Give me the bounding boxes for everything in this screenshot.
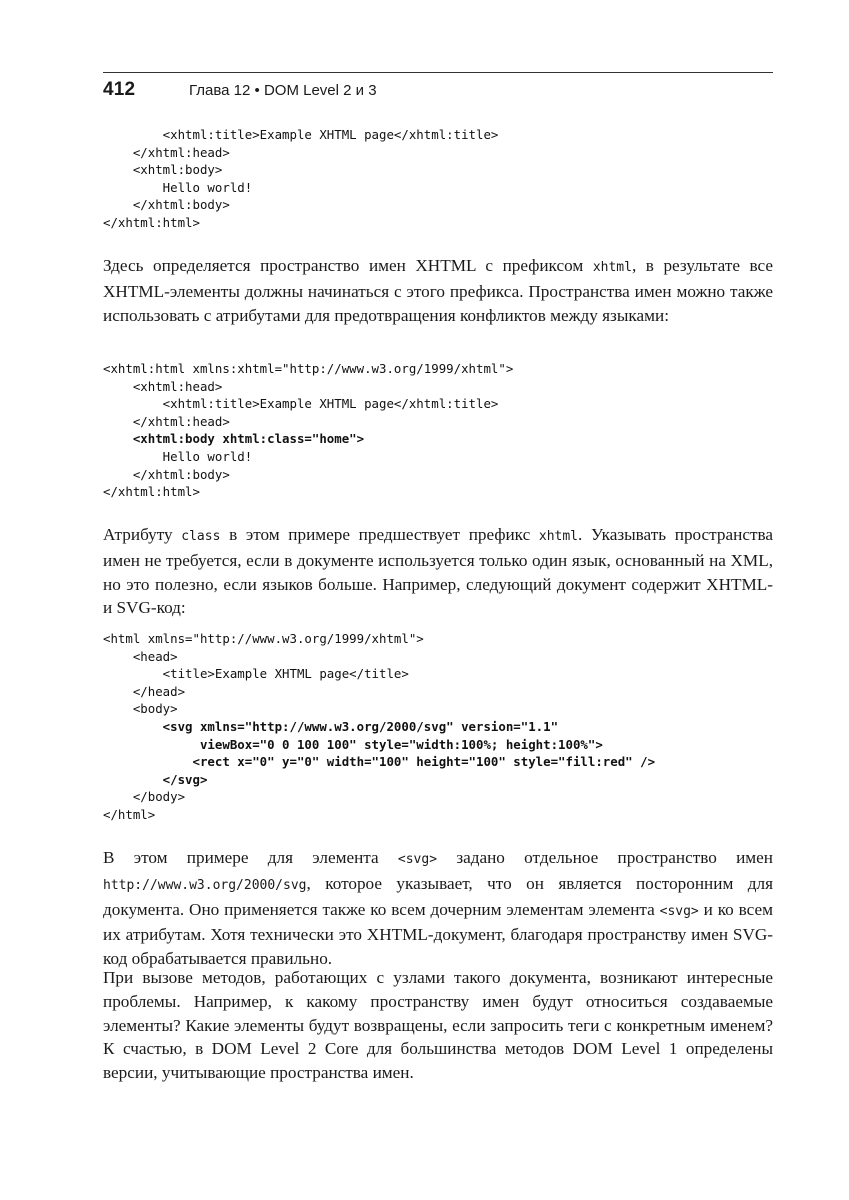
code-line-highlighted: </svg>	[103, 771, 208, 787]
code-line: <xhtml:body>	[103, 162, 223, 178]
code-line: </xhtml:head>	[103, 413, 230, 429]
code-line: </head>	[103, 683, 186, 699]
inline-code: xhtml	[538, 529, 579, 544]
paragraph-xhtml-prefix: Здесь определяется пространство имен XHTML с префиксом xhtml, в результате все XHTML-элементы должны начинаться с этого префикса. Пространства имен можно также использовать с атрибутами для предотвращения конфликтов между языками:	[103, 256, 774, 325]
code-line: </html>	[103, 806, 156, 822]
code-line: <head>	[103, 648, 178, 664]
code-line-highlighted: viewBox="0 0 100 100" style="width:100%; height:100%">	[103, 736, 603, 752]
page-number: 412	[103, 79, 136, 100]
code-line: </xhtml:html>	[103, 484, 200, 500]
inline-code: xhtml	[592, 260, 632, 275]
paragraph-class-attribute: Атрибуту class в этом примере предшествует префикс xhtml. Указывать пространства имен не требуется, если в документе используется только один язык, основанный на XML, но это полезно, если языков больше. Например, следующий документ содержит XHTML- и SVG-код:	[103, 525, 773, 618]
code-line: <title>Example XHTML page</title>	[103, 666, 409, 682]
code-listing-xhtml-end	[103, 126, 498, 232]
code-line: </xhtml:body>	[103, 197, 230, 213]
code-listing-xhtml-class	[103, 360, 513, 501]
paragraph-svg-namespace: В этом примере для элемента <svg> задано отдельное пространство имен http://www.w3.org/2000/svg, которое указывает, что он является посторонним для документа. Оно применяется также ко всем дочерним элементам элемента <svg> и ко всем их атрибутам. Хотя технически это XHTML-документ, благодаря пространству имен SVG-код обрабатывается правильно.	[103, 848, 774, 969]
paragraph-namespace-methods: При вызове методов, работающих с узлами такого документа, возникают интересные проблемы. Например, к какому пространству имен будут относиться создаваемые элементы? Какие элементы будут возвращены, если запросить теги с конкретным именем? К счастью, в DOM Level 2 Core для большинства методов DOM Level 1 определены версии, учитывающие пространства имен.	[103, 968, 773, 1083]
code-line-highlighted: <svg xmlns="http://www.w3.org/2000/svg" version="1.1"	[103, 718, 559, 734]
code-line-highlighted: <xhtml:body xhtml:class="home">	[103, 431, 365, 447]
code-line: </xhtml:body>	[103, 466, 230, 482]
code-line: </xhtml:html>	[103, 214, 200, 230]
code-line: </xhtml:head>	[103, 144, 230, 160]
code-line: <xhtml:title>Example XHTML page</xhtml:title>	[103, 127, 499, 142]
inline-code: http://www.w3.org/2000/svg	[103, 877, 307, 893]
inline-code: <svg>	[659, 903, 699, 919]
chapter-title: Глава 12 • DOM Level 2 и 3	[189, 82, 377, 99]
code-line: <body>	[103, 701, 178, 717]
code-line: <xhtml:head>	[103, 378, 223, 394]
code-line: Hello world!	[103, 448, 253, 464]
code-line-highlighted: <rect x="0" y="0" width="100" height="100" style="fill:red" />	[103, 754, 656, 770]
code-listing-svg	[103, 630, 655, 824]
code-line: <xhtml:title>Example XHTML page</xhtml:title>	[103, 396, 499, 412]
code-line: Hello world!	[103, 179, 253, 195]
inline-code: class	[181, 529, 221, 544]
code-line: </body>	[103, 789, 186, 805]
inline-code: <svg>	[397, 852, 438, 867]
code-line: <xhtml:html xmlns:xhtml="http://www.w3.org/1999/xhtml">	[103, 361, 514, 376]
running-header	[103, 72, 773, 103]
code-line: <html xmlns="http://www.w3.org/1999/xhtml">	[103, 631, 424, 646]
